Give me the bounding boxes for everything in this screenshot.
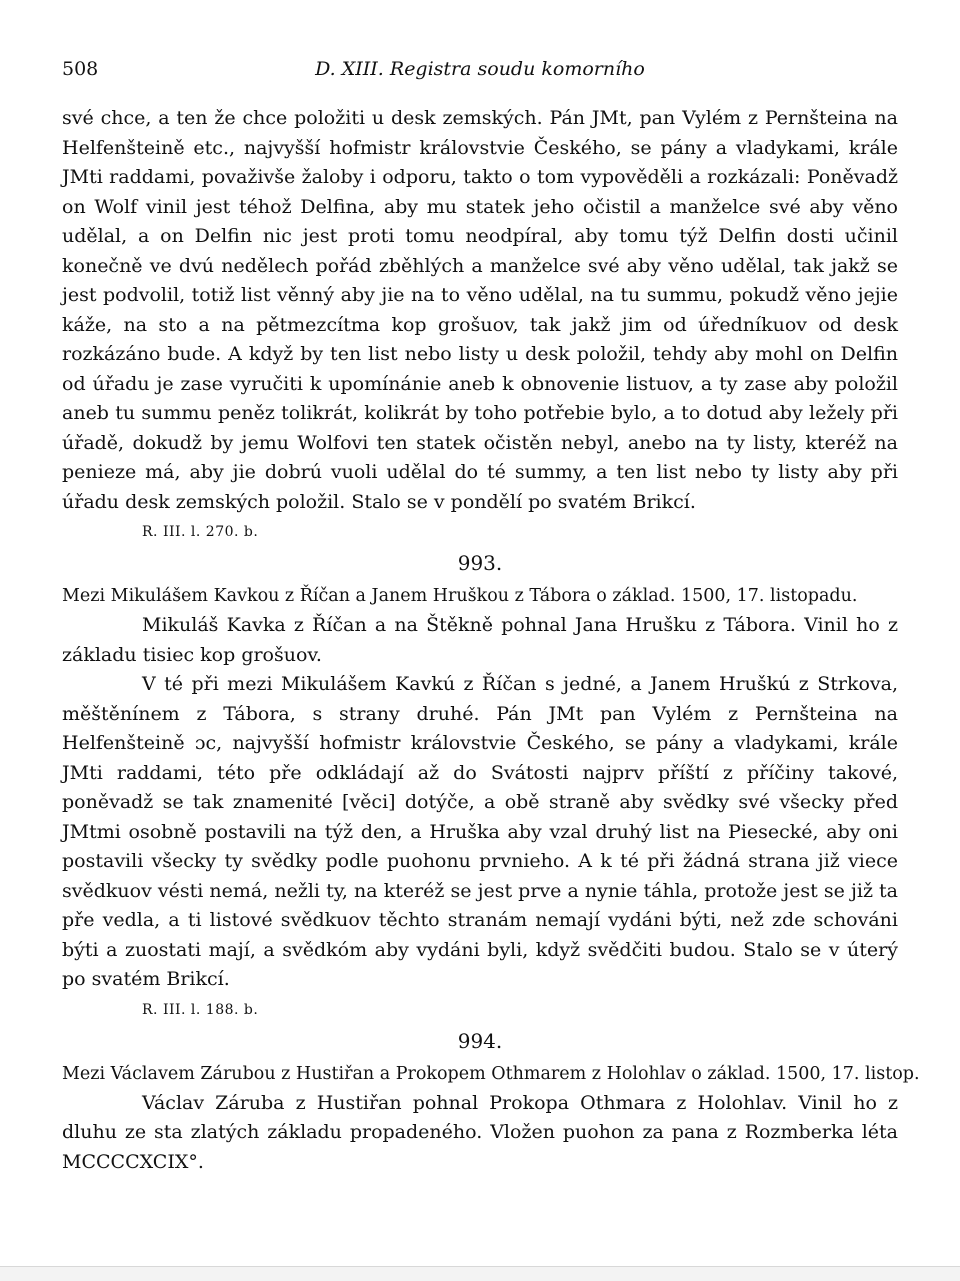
entry-paragraph: Václav Záruba z Hustiřan pohnal Prokopa Othmara z Holohlav. Vinil ho z dluhu ze sta zlatých základu propadeného. Vložen puohon za pana z Rozmberka léta MCCCCXCIX°.: [62, 1091, 898, 1173]
register-reference: R. III. l. 270. b.: [142, 524, 259, 540]
register-reference: R. III. l. 188. b.: [142, 1001, 259, 1018]
running-title: D. XIII. Registra soudu komorního: [315, 58, 645, 80]
entry-993: [62, 548, 898, 1022]
entry-paragraph: V té při mezi Mikulášem Kavkú z Říčan s jedné, a Janem Hruškú z Strkova, měštěnínem z Tábora, s strany druhé. Pán JMt pan Vylém z Pernšteina na Helfenšteině ɔc, najvyšší hofmistr královstvie Českého, se pány a vladykami, krále JMti raddami, této pře odkládají až do Svátosti najprv příští z příčiny takové, poněvadž se tak znamenité [věci] dotýče, a obě straně aby svědky své všecky před JMtmi osobně postavili na týž den, a Hruška aby vzal druhý list na Piesecké, aby oni postavili všecky ty svědky podle puohonu prvnieho. A k té při žádná strana již viece svědkuov vésti nemá, nežli ty, na kteréž se jest prve a nynie táhla, protože jest se již ta pře vedla, a ti listové svědkuov těchto stranám nemají vydáni býti, než zde schováni býti a zuostati mají, a svědkóm aby vydáni byli, když svědčiti budou. Stalo se v úterý po svatém Brikcí.: [62, 673, 898, 990]
page-header: [62, 58, 898, 88]
page-body: [62, 104, 920, 1177]
entry-paragraph: Mikuláš Kavka z Říčan a na Štěkně pohnal Jana Hrušku z Tábora. Vinil ho z základu tisiec kop grošuov.: [62, 614, 898, 666]
entry-994: [62, 1026, 920, 1178]
entry-number: 994.: [457, 1028, 503, 1053]
page-number: 508: [62, 58, 99, 80]
continuation-paragraph: své chce, a ten že chce položiti u desk zemských. Pán JMt, pan Vylém z Pernšteina na Helfenšteině etc., najvyšší hofmistr královstvie Českého, se pány a vladykami, krále JMti raddami, považivše žaloby i odporu, takto o tom vypověděli a rozkázali: Poněvadž on Wolf vinil jest téhož Delfina, aby mu statek jeho očistil a manželce své aby věno udělal, a on Delfin nic jest proti tomu neodpíral, aby tomu týž Delfin dosti učinil konečně ve dvú nedělech pořád zběhlých a manželce své aby věno udělal, tak jakž se jest podvolil, totiž list věnný aby jie na to věno udělal, na tu summu, pokudž věno jejie káže, na sto a na pětmezcítma kop grošuov, tak jakž jim od úředníkuov od desk rozkázáno bude. A když by ten list nebo listy u desk položil, tehdy aby mohl on Delfin od úřadu je zase vyručiti k upomínánie aneb k obnovenie listuov, a ty zase aby položil aneb tu summu peněz tolikrát, kolikrát by toho potřebie bylo, a to dotud aby ležely při úřadě, dokudž by jemu Wolfovi ten statek očistěn nebyl, anebo na ty listy, kteréž na penieze má, aby jie dobrú vuoli udělal do té summy, a ten list nebo ty listy aby při úřadu desk zemských položil. Stalo se v pondělí po svatém Brikcí.: [62, 107, 898, 513]
entry-number: 993.: [457, 551, 503, 575]
entry-summary: Mezi Mikulášem Kavkou z Říčan a Janem Hruškou z Tábora o základ. 1500, 17. listopadu.: [62, 586, 858, 606]
scan-edge: [0, 1266, 960, 1281]
entry-summary: Mezi Václavem Zárubou z Hustiřan a Prokopem Othmarem z Holohlav o základ. 1500, 17. listop.: [62, 1063, 920, 1084]
